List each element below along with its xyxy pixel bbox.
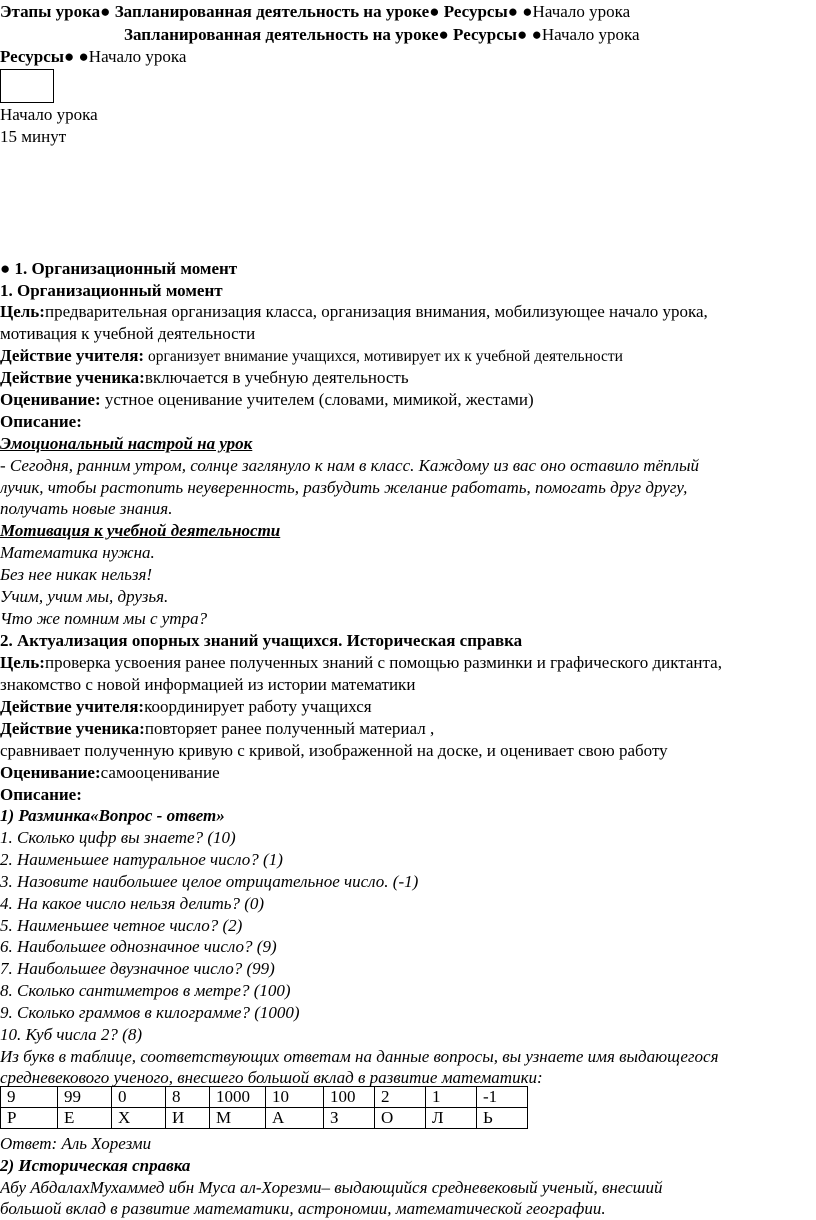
question-item: 8. Сколько сантиметров в метре? (100) — [0, 981, 291, 1000]
table-cell: А — [266, 1108, 324, 1129]
section1-teacher — [0, 345, 623, 367]
history-line-1: Абу АбдалахМухаммед ибн Муса ал-Хорезми– выдающийся средневековый ученый, внесший — [0, 1178, 663, 1197]
motivation-title: Мотивация к учебной деятельности — [0, 521, 281, 540]
table-cell: З — [324, 1108, 375, 1129]
section2-student-line2: сравнивает полученную кривую с кривой, изображенной на доске, и оценивает свою работу — [0, 741, 668, 760]
section2-eval — [0, 762, 220, 783]
section1-student — [0, 367, 409, 388]
section1-desc-label: Описание: — [0, 412, 82, 431]
section1-eval-text: устное оценивание учителем (словами, мимикой, жестами) — [100, 390, 534, 409]
table-cell: -1 — [477, 1087, 528, 1108]
history-line-2: большой вклад в развитие математики, астрономии, математической географии. — [0, 1199, 606, 1218]
table-cell: 0 — [112, 1087, 166, 1108]
stage-duration: 15 минут — [0, 127, 67, 146]
table-cell: М — [210, 1108, 266, 1129]
section1-teacher-label: Действие учителя: — [0, 346, 145, 365]
section2-goal-text: проверка усвоения ранее полученных знаний с помощью разминки и графического диктанта, — [44, 653, 722, 672]
section2-eval-text: самооценивание — [100, 763, 220, 782]
warmup-title: 1) Разминка«Вопрос - ответ» — [0, 806, 225, 825]
question-item: 2. Наименьшее натуральное число? (1) — [0, 850, 283, 869]
poem-line: Что же помним мы с утра? — [0, 609, 208, 628]
question-item: 9. Сколько граммов в килограмме? (1000) — [0, 1003, 300, 1022]
section2-teacher — [0, 696, 372, 717]
section2-goal-line2: знакомство с новой информацией из истории математики — [0, 675, 416, 694]
instruction-line-1: Из букв в таблице, соответствующих ответам на данные вопросы, вы узнаете имя выдающегося — [0, 1047, 719, 1066]
question-item: 6. Наибольшее однозначное число? (9) — [0, 937, 277, 956]
letters-table — [0, 1086, 528, 1129]
section2-goal-label: Цель: — [0, 653, 45, 672]
table-cell: 9 — [1, 1087, 58, 1108]
question-item: 4. На какое число нельзя делить? (0) — [0, 894, 265, 913]
table-cell: И — [166, 1108, 210, 1129]
table-cell: 10 — [266, 1087, 324, 1108]
header-line-3 — [0, 46, 186, 67]
table-cell: Ь — [477, 1108, 528, 1129]
section2-teacher-label: Действие учителя: — [0, 697, 145, 716]
section1-student-text: включается в учебную деятельность — [144, 368, 409, 387]
poem-line: Учим, учим мы, друзья. — [0, 587, 169, 606]
table-cell: 1 — [426, 1087, 477, 1108]
mood-line-1: - Сегодня, ранним утром, солнце заглянуло к нам в класс. Каждому из вас оно оставило тёплый — [0, 456, 699, 475]
empty-image-box — [0, 69, 54, 103]
table-cell: 8 — [166, 1087, 210, 1108]
header-line-2-normal: ●Начало урока — [531, 25, 640, 44]
section1-student-label: Действие ученика: — [0, 368, 145, 387]
table-row-letters — [1, 1108, 528, 1129]
section2-goal — [0, 652, 722, 673]
mood-line-2: лучик, чтобы растопить неуверенность, разбудить желание работать, помогать друг другу, — [0, 478, 688, 497]
mood-title: Эмоциональный настрой на урок — [0, 434, 253, 453]
section1-goal-label: Цель: — [0, 302, 45, 321]
section2-title: 2. Актуализация опорных знаний учащихся. Историческая справка — [0, 631, 523, 650]
header-line-1-normal: ●Начало урока — [522, 2, 631, 21]
section2-teacher-text: координирует работу учащихся — [144, 697, 372, 716]
table-cell: Х — [112, 1108, 166, 1129]
section1-eval — [0, 389, 534, 410]
section2-student — [0, 718, 434, 739]
question-item: 1. Сколько цифр вы знаете? (10) — [0, 828, 236, 847]
instruction-line-2: средневекового ученого, внесшего большой вклад в развитие математики: — [0, 1068, 543, 1087]
header-line-2-bold: Запланированная деятельность на уроке● Ресурсы● — [124, 25, 532, 44]
answer-text: Ответ: Аль Хорезми — [0, 1134, 152, 1153]
header-line-1 — [0, 1, 630, 22]
section1-goal — [0, 301, 708, 322]
table-cell: Е — [58, 1108, 112, 1129]
question-item: 5. Наименьшее четное число? (2) — [0, 916, 243, 935]
question-item: 10. Куб числа 2? (8) — [0, 1025, 143, 1044]
history-title: 2) Историческая справка — [0, 1156, 191, 1175]
mood-line-3: получать новые знания. — [0, 499, 173, 518]
stage-name: Начало урока — [0, 105, 98, 124]
table-row-numbers — [1, 1087, 528, 1108]
section1-goal-line2: мотивация к учебной деятельности — [0, 324, 256, 343]
section2-student-text: повторяет ранее полученный материал , — [144, 719, 435, 738]
section1-goal-text: предварительная организация класса, организация внимания, мобилизующее начало урока, — [44, 302, 708, 321]
poem-line: Без нее никак нельзя! — [0, 565, 153, 584]
section1-teacher-text: организует внимание учащихся, мотивирует их к учебной деятельности — [144, 348, 623, 365]
section1-title: 1. Организационный момент — [0, 281, 223, 300]
header-line-1-bold: Этапы урока● Запланированная деятельность на уроке● Ресурсы● — [0, 2, 523, 21]
poem-line: Математика нужна. — [0, 543, 155, 562]
question-item: 7. Наибольшее двузначное число? (99) — [0, 959, 275, 978]
table-cell: Р — [1, 1108, 58, 1129]
header-line-2 — [124, 24, 640, 45]
header-line-3-normal: ●Начало урока — [78, 47, 187, 66]
section2-desc-label: Описание: — [0, 785, 82, 804]
section2-eval-label: Оценивание: — [0, 763, 101, 782]
table-cell: О — [375, 1108, 426, 1129]
section2-student-label: Действие ученика: — [0, 719, 145, 738]
table-cell: 2 — [375, 1087, 426, 1108]
table-cell: 100 — [324, 1087, 375, 1108]
section1-eval-label: Оценивание: — [0, 390, 101, 409]
question-item: 3. Назовите наибольшее целое отрицательное число. (-1) — [0, 872, 419, 891]
table-cell: 99 — [58, 1087, 112, 1108]
section1-bullet-title: ● 1. Организационный момент — [0, 259, 238, 278]
table-cell: 1000 — [210, 1087, 266, 1108]
table-cell: Л — [426, 1108, 477, 1129]
header-line-3-bold: Ресурсы● — [0, 47, 79, 66]
